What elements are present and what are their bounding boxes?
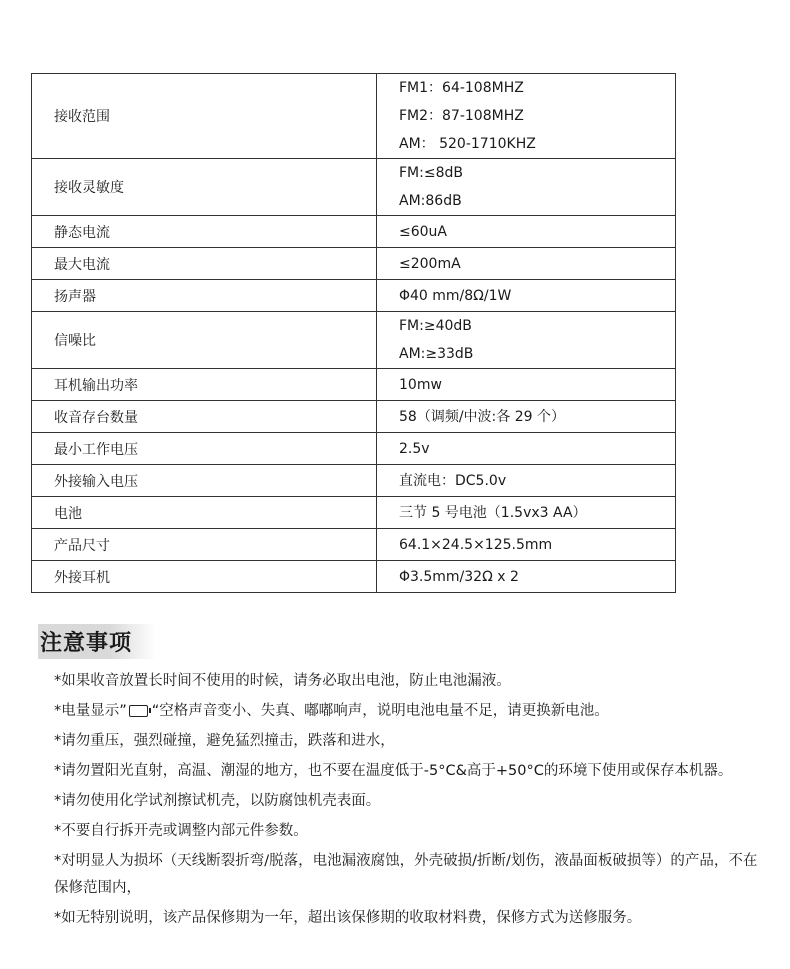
spec-row [32, 369, 676, 401]
spec-value: ≤60uA [399, 223, 447, 240]
spec-label: 最大电流 [32, 248, 377, 280]
battery-note-suffix: “空格声音变小、失真、嘟嘟响声，说明电池电量不足，请更换新电池。 [151, 703, 609, 719]
spec-value: Φ40 mm/8Ω/1W [399, 287, 512, 304]
spec-value: AM:86dB [399, 193, 462, 209]
spec-row [32, 401, 676, 433]
spec-row [32, 497, 676, 529]
spec-row [32, 433, 676, 465]
spec-value-cell [377, 159, 676, 216]
battery-note-prefix: *电量显示” [54, 703, 127, 719]
spec-value: 三节 5 号电池（1.5vx3 AA） [399, 504, 587, 521]
spec-label: 收音存台数量 [32, 401, 377, 433]
spec-label: 接收范围 [32, 74, 377, 159]
spec-label: 信噪比 [32, 312, 377, 369]
spec-value: 64.1×24.5×125.5mm [399, 536, 553, 553]
spec-row [32, 74, 676, 159]
spec-value: Φ3.5mm/32Ω x 2 [399, 568, 519, 585]
spec-value-cell [377, 465, 676, 497]
notes-section [38, 624, 768, 935]
spec-value: FM1：64-108MHZ [399, 80, 524, 96]
spec-row [32, 280, 676, 312]
spec-value-cell [377, 401, 676, 433]
spec-value: AM： 520-1710KHZ [399, 136, 536, 152]
spec-row [32, 465, 676, 497]
spec-value: ≤200mA [399, 255, 461, 272]
spec-row [32, 561, 676, 593]
spec-row [32, 248, 676, 280]
spec-label: 最小工作电压 [32, 433, 377, 465]
spec-value: 58（调频/中波:各 29 个） [399, 408, 565, 425]
spec-value-cell [377, 216, 676, 248]
note-item-2: *请勿重压，强烈碰撞，避免猛烈撞击，跌落和进水， [54, 733, 395, 749]
spec-row [32, 216, 676, 248]
spec-value-cell [377, 312, 676, 369]
spec-row [32, 312, 676, 369]
spec-table [31, 73, 676, 593]
note-item-5: *不要自行拆开壳或调整内部元件参数。 [54, 823, 308, 839]
spec-value-cell [377, 529, 676, 561]
notes-title: 注意事项 [38, 624, 156, 659]
spec-label: 静态电流 [32, 216, 377, 248]
spec-label: 外接输入电压 [32, 465, 377, 497]
spec-label: 耳机输出功率 [32, 369, 377, 401]
spec-value-cell [377, 433, 676, 465]
spec-table-body [32, 74, 676, 593]
note-item-4: *请勿使用化学试剂擦试机壳，以防腐蚀机壳表面。 [54, 793, 381, 809]
spec-value: AM:≥33dB [399, 346, 474, 362]
note-item-battery [38, 698, 768, 725]
spec-value: 10mw [399, 376, 442, 393]
spec-label: 电池 [32, 497, 377, 529]
spec-value-cell [377, 561, 676, 593]
spec-row [32, 159, 676, 216]
spec-value-cell [377, 369, 676, 401]
spec-label: 接收灵敏度 [32, 159, 377, 216]
spec-label: 外接耳机 [32, 561, 377, 593]
spec-label: 产品尺寸 [32, 529, 377, 561]
spec-value: FM:≤8dB [399, 165, 463, 181]
spec-value-cell [377, 497, 676, 529]
spec-row [32, 529, 676, 561]
battery-low-icon [129, 705, 148, 717]
spec-value: FM2：87-108MHZ [399, 108, 524, 124]
note-item-7: *如无特别说明，该产品保修期为一年，超出该保修期的收取材料费，保修方式为送修服务。 [54, 910, 642, 926]
spec-value-cell [377, 74, 676, 159]
spec-value: 2.5v [399, 440, 430, 457]
spec-label: 扬声器 [32, 280, 377, 312]
spec-value: FM:≥40dB [399, 318, 472, 334]
spec-value-cell [377, 280, 676, 312]
note-item-3: *请勿置阳光直射，高温、潮湿的地方，也不要在温度低于-5°C&高于+50°C的环境下使用或保存本机器。 [54, 763, 733, 779]
note-item-1: *如果收音放置长时间不使用的时候，请务必取出电池，防止电池漏液。 [54, 673, 511, 689]
note-item-6: *对明显人为损坏（天线断裂折弯/脱落，电池漏液腐蚀，外壳破损/折断/划伤，液晶面板破损等）的产品，不在保修范围内， [54, 853, 758, 896]
spec-value-cell [377, 248, 676, 280]
spec-value: 直流电：DC5.0v [399, 472, 507, 489]
